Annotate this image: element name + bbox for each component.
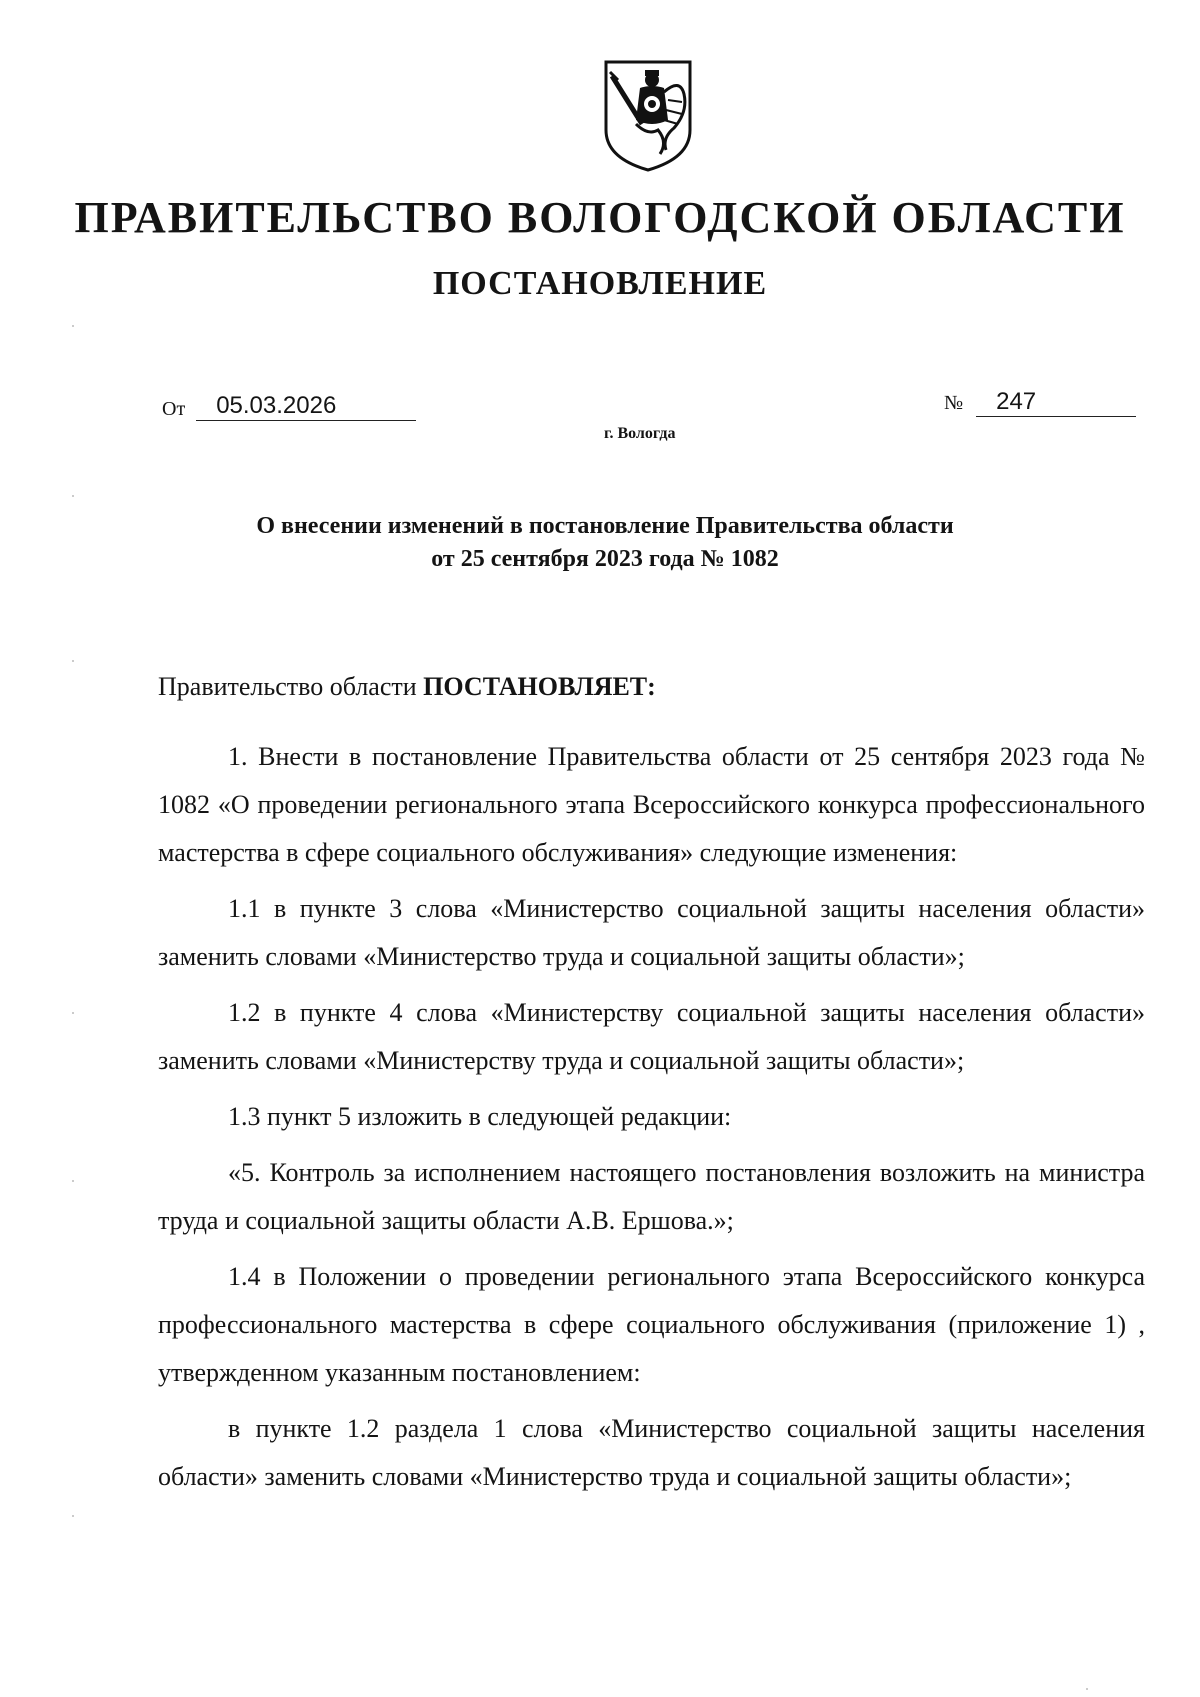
scan-mark (1086, 1688, 1088, 1690)
paragraph-1-3: 1.3 пункт 5 изложить в следующей редакции: (228, 1102, 732, 1131)
document-number: 247 (976, 388, 1136, 417)
number-field (944, 388, 1136, 417)
scan-mark (72, 495, 74, 497)
paragraph-1-2: 1.2 в пункте 4 слова «Министерству социальной защиты населения области» заменить словами «Министерству труда и социальной защиты области»; (158, 998, 1145, 1075)
document-body (158, 733, 1145, 1509)
vologda-coat-of-arms-icon (602, 58, 694, 174)
subject-line-1: О внесении изменений в постановление Правительства области (256, 513, 954, 539)
city: г. Вологда (604, 425, 676, 442)
paragraph-quote-5: «5. Контроль за исполнением настоящего постановления возложить на министра труда и социальной защиты области А.В. Ершова.»; (158, 1158, 1145, 1235)
paragraph-1-1: 1.1 в пункте 3 слова «Министерство социальной защиты населения области» заменить словами «Министерство труда и социальной защиты области»; (158, 894, 1145, 971)
preamble-text: Правительство области (158, 672, 424, 701)
number-prefix: № (944, 392, 964, 414)
government-title: ПРАВИТЕЛЬСТВО ВОЛОГОДСКОЙ ОБЛАСТИ (74, 193, 1126, 242)
preamble (158, 672, 656, 702)
scan-mark (72, 1012, 74, 1014)
document-date: 05.03.2026 (196, 392, 416, 421)
document-type: ПОСТАНОВЛЕНИЕ (432, 265, 768, 302)
scan-mark (72, 1515, 74, 1517)
paragraph-1-4: 1.4 в Положении о проведении регионального этапа Всероссийского конкурса профессионального мастерства в сфере социального обслуживания (приложение 1) , утвержденном указанным постановлением: (158, 1262, 1145, 1387)
subject-line-2: от 25 сентября 2023 года № 1082 (431, 546, 779, 572)
paragraph-1-4-item: в пункте 1.2 раздела 1 слова «Министерство социальной защиты населения области» заменить словами «Министерство труда и социальной защиты области»; (158, 1414, 1145, 1491)
date-field (162, 392, 416, 421)
scan-mark (72, 325, 74, 327)
preamble-emphasis: ПОСТАНОВЛЯЕТ: (423, 672, 656, 701)
scan-mark (72, 1180, 74, 1182)
document-subject (160, 510, 1050, 576)
scan-mark (72, 660, 74, 662)
paragraph-1: 1. Внести в постановление Правительства области от 25 сентября 2023 года № 1082 «О проведении регионального этапа Всероссийского конкурса профессионального мастерства в сфере социального обслуживания» следующие изменения: (158, 742, 1145, 867)
date-prefix: От (162, 398, 186, 420)
